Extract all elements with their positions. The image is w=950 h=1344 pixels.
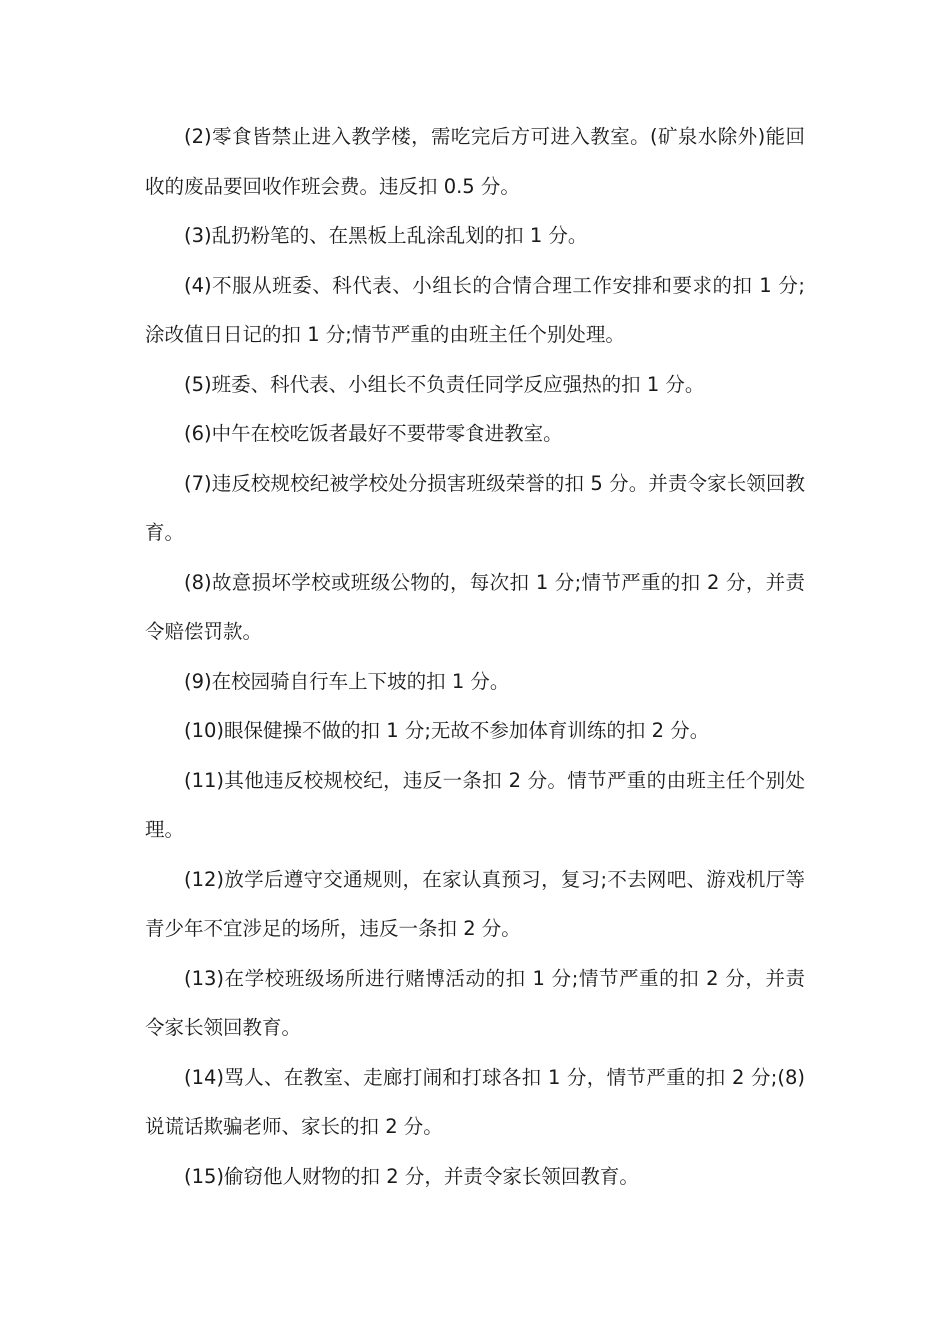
- paragraph-rule-9: (9)在校园骑自行车上下坡的扣 1 分。: [184, 669, 510, 693]
- paragraph-rule-14: (14)骂人、在教室、走廊打闹和打球各扣 1 分，情节严重的扣 2 分;(8)说谎话欺骗老师、家长的扣 2 分。: [145, 1065, 805, 1138]
- paragraph-rule-6: (6)中午在校吃饭者最好不要带零食进教室。: [184, 422, 563, 445]
- paragraph-rule-2: (2)零食皆禁止进入教学楼，需吃完后方可进入教室。(矿泉水除外)能回收的废品要回收作班会费。违反扣 0.5 分。: [145, 125, 805, 198]
- paragraph-rule-12: (12)放学后遵守交通规则，在家认真预习，复习;不去网吧、游戏机厅等青少年不宜涉足的场所，违反一条扣 2 分。: [145, 867, 805, 940]
- document-body: [145, 112, 805, 1201]
- paragraph-rule-10: (10)眼保健操不做的扣 1 分;无故不参加体育训练的扣 2 分。: [184, 719, 710, 742]
- paragraph-rule-8: (8)故意损坏学校或班级公物的，每次扣 1 分;情节严重的扣 2 分，并责令赔偿罚款。: [145, 570, 805, 643]
- paragraph-rule-13: (13)在学校班级场所进行赌博活动的扣 1 分;情节严重的扣 2 分，并责令家长领回教育。: [145, 966, 805, 1039]
- paragraph-rule-11: (11)其他违反校规校纪，违反一条扣 2 分。情节严重的由班主任个别处理。: [145, 768, 805, 841]
- paragraph-rule-15: (15)偷窃他人财物的扣 2 分，并责令家长领回教育。: [184, 1164, 639, 1188]
- paragraph-rule-5: (5)班委、科代表、小组长不负责任同学反应强热的扣 1 分。: [184, 372, 705, 396]
- paragraph-rule-4: (4)不服从班委、科代表、小组长的合情合理工作安排和要求的扣 1 分;涂改值日日记的扣 1 分;情节严重的由班主任个别处理。: [145, 273, 805, 346]
- paragraph-rule-3: (3)乱扔粉笔的、在黑板上乱涂乱划的扣 1 分。: [184, 224, 588, 247]
- paragraph-rule-7: (7)违反校规校纪被学校处分损害班级荣誉的扣 5 分。并责令家长领回教育。: [145, 471, 805, 544]
